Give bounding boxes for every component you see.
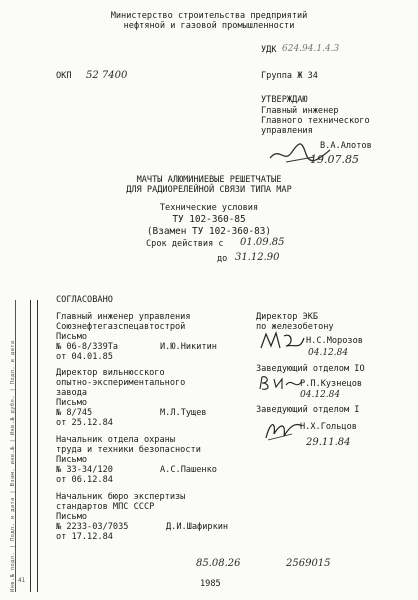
- agreed-left-1-line-2: Союзнефтегазспецавтострой: [56, 322, 186, 332]
- doc-title-2: ДЛЯ РАДИОРЕЛЕЙНОЙ СВЯЗИ ТИПА МАР: [126, 185, 292, 195]
- signature-morozov: [258, 330, 308, 354]
- agreed-right-2-date-handwritten: 04.12.84: [300, 390, 341, 400]
- side-strip-text: Инв.№ подл. | Подп. и дата | Взам. инв.№ | Инв.№ дубл. | Подп. и дата: [10, 340, 16, 592]
- agreed-left-2-line-2: опытно-экспериментального: [56, 378, 186, 388]
- agreed-left-3-line-2: труда и техники безопасности: [56, 445, 201, 455]
- validity-label: Срок действия с: [146, 239, 224, 249]
- agreed-right-1-title-2: по железобетону: [256, 322, 334, 332]
- agreed-right-1-title-1: Директор ЭКБ: [256, 312, 319, 322]
- agreed-right-3-date-handwritten: 29.11.84: [306, 437, 351, 448]
- agreed-left-3-line-3: Письмо: [56, 455, 88, 465]
- agreed-left-1-line-3: Письмо: [56, 332, 88, 342]
- agreed-left-2-line-4: Письмо: [56, 398, 88, 408]
- udk-label: УДК: [261, 45, 277, 55]
- agreed-right-2-name: Р.П.Кузнецов: [300, 379, 363, 389]
- page-number: 41: [18, 577, 26, 584]
- side-strip: [15, 300, 30, 592]
- agreed-left-2-name: М.Л.Тущев: [160, 408, 207, 418]
- okp-handwritten: 52 7400: [86, 70, 128, 81]
- udk-handwritten: 624.94.1.4.3: [282, 44, 340, 54]
- validity-to-handwritten: 31.12.90: [235, 252, 280, 263]
- agreed-left-3-line-1: Начальник отдела охраны: [56, 435, 175, 445]
- year: 1985: [200, 579, 221, 589]
- signature-kuznetsov: [256, 373, 306, 395]
- agreed-left-3-line-5: от 06.12.84: [56, 475, 113, 485]
- ministry-line-1: Министерство строительства предприятий: [110, 11, 308, 21]
- agreed-left-3-name: А.С.Пашенко: [160, 465, 217, 475]
- bottom-hand-left: 85.08.26: [196, 558, 241, 569]
- approval-date-handwritten: 19.07.85: [310, 153, 359, 166]
- agreed-right-3-title: Заведующий отделом I: [256, 405, 360, 415]
- doc-subtitle: Технические условия: [159, 203, 259, 213]
- agreed-left-1-line-4: № 06-8/339Та: [56, 342, 119, 352]
- approval-line-3: управления: [261, 126, 313, 136]
- agreed-left-1-line-1: Главный инженер управления: [56, 312, 191, 322]
- approval-line-2: Главного технического: [261, 116, 370, 126]
- agreed-left-2-line-5: № 8/745: [56, 408, 93, 418]
- agreed-left-4-line-3: Письмо: [56, 512, 88, 522]
- frame-edge: [30, 300, 38, 592]
- agreed-left-2-line-1: Директор вильнюсского: [56, 368, 165, 378]
- agreed-right-2-title: Заведующий отделом IO: [256, 364, 365, 374]
- doc-title-1: МАЧТЫ АЛЮМИНИЕВЫЕ РЕШЕТЧАТЫЕ: [136, 175, 282, 185]
- agreed-left-2-line-3: завода: [56, 388, 88, 398]
- approval-title: УТВЕРЖДАЮ: [261, 95, 308, 105]
- agreed-left-4-line-2: стандартов МПС СССР: [56, 502, 155, 512]
- agreed-right-1-date-handwritten: 04.12.84: [308, 348, 349, 358]
- ministry-line-2: нефтяной и газовой промышленности: [123, 21, 295, 31]
- agreed-right-1-name: Н.С.Морозов: [306, 336, 363, 346]
- bottom-hand-right: 2569015: [286, 558, 331, 569]
- approval-name: В.А.Алотов: [320, 141, 372, 151]
- agreed-left-1-line-5: от 04.01.85: [56, 352, 113, 362]
- agreed-right-3-name: Н.Х.Гольцов: [300, 422, 357, 432]
- agreed-left-4-name: Д.И.Шафиркин: [166, 522, 229, 532]
- validity-from-handwritten: 01.09.85: [240, 237, 285, 248]
- agreed-left-4-line-5: от 17.12.84: [56, 532, 113, 542]
- doc-tu-number: ТУ 102-360-85: [172, 214, 246, 225]
- validity-to-label: до: [217, 254, 228, 264]
- group-label: Группа Ж 34: [261, 71, 318, 81]
- agreed-left-2-line-6: от 25.12.84: [56, 418, 113, 428]
- agreed-left-4-line-1: Начальник бюро экспертизы: [56, 492, 186, 502]
- okp-label: ОКП: [56, 71, 72, 81]
- agreed-title: СОГЛАСОВАНО: [56, 295, 113, 305]
- agreed-left-1-name: И.Ю.Никитин: [160, 342, 217, 352]
- agreed-left-3-line-4: № 33-34/120: [56, 465, 113, 475]
- agreed-left-4-line-4: № 2233-03/7035: [56, 522, 129, 532]
- approval-line-1: Главный инженер: [261, 106, 339, 116]
- doc-replaces: (Взамен ТУ 102-360-83): [146, 226, 272, 237]
